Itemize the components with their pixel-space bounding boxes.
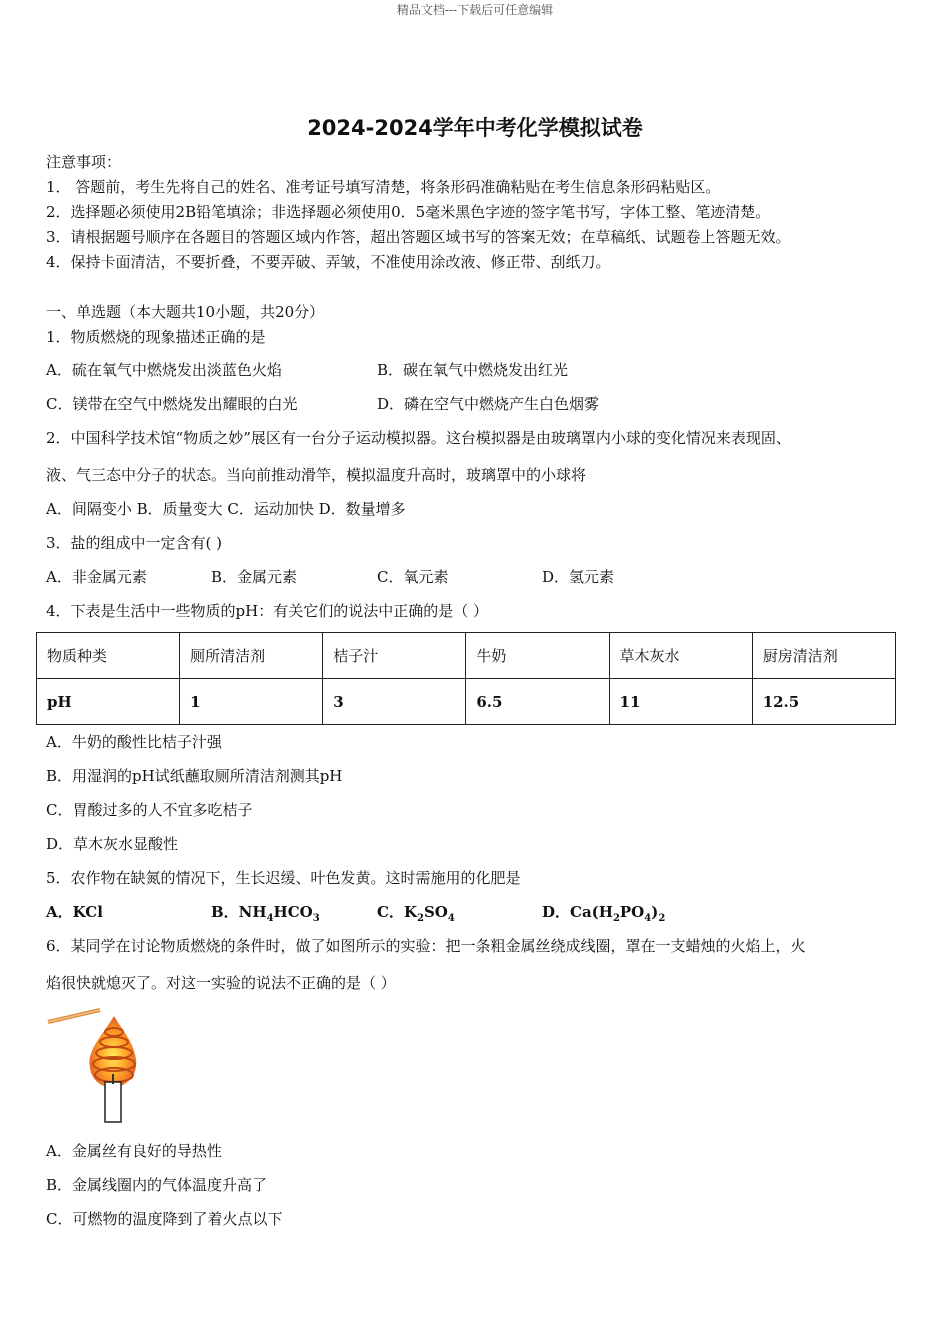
ph-table-cell: 11 [609,679,752,725]
notice-heading: 注意事项： [46,153,122,171]
ph-table-cell: 牛奶 [466,633,609,679]
q5-option-c: C．$K_2SO_4$ [377,903,455,924]
q2-stem-line2: 液、气三态中分子的状态。当向前推动滑竿，模拟温度升高时，玻璃罩中的小球将 [46,466,587,484]
q3-stem: 3．盐的组成中一定含有( ) [46,534,223,552]
q2-stem-line1: 2．中国科学技术馆“物质之妙”展区有一台分子运动模拟器。这台模拟器是由玻璃罩内小球的变化情况来表现固、 [46,429,791,447]
q1-stem: 1．物质燃烧的现象描述正确的是 [46,328,266,346]
q5-option-b: B．$NH_4HCO_3$ [211,903,320,924]
q6-option-b: B．金属线圈内的气体温度升高了 [46,1176,268,1194]
ph-table-cell: 3 [323,679,466,725]
q1-option-c: C．镁带在空气中燃烧发出耀眼的白光 [46,395,298,413]
q6-option-c: C．可燃物的温度降到了着火点以下 [46,1210,283,1228]
notice-item-3: 3．请根据题号顺序在各题目的答题区域内作答，超出答题区域书写的答案无效；在草稿纸、试题卷上答题无效。 [46,228,791,246]
ph-table-cell: pH [37,679,180,725]
section-heading: 一、单选题（本大题共10小题，共20分） [46,303,325,321]
ph-table-value-row [37,679,896,725]
page-header: 精品文档---下载后可任意编辑 [396,3,554,17]
q4-option-d: D．草木灰水显酸性 [46,835,179,853]
ph-table-cell: 12.5 [752,679,895,725]
q6-stem-line2: 焰很快就熄灭了。对这一实验的说法不正确的是（ ） [46,974,396,992]
q6-stem-line1: 6．某同学在讨论物质燃烧的条件时，做了如图所示的实验：把一条粗金属丝绕成线圈，罩在一支蜡烛的火焰上，火 [46,937,806,955]
ph-table-cell: 草木灰水 [609,633,752,679]
notice-item-2: 2．选择题必须使用2B铅笔填涂；非选择题必须使用0．5毫米黑色字迹的签字笔书写，字体工整、笔迹清楚。 [46,203,771,221]
ph-table [36,632,896,725]
q4-stem: 4．下表是生活中一些物质的pH：有关它们的说法中正确的是（ ） [46,602,488,620]
ph-table-header-row [37,633,896,679]
q5-option-a: A．KCl [46,903,103,921]
notice-item-4: 4．保持卡面清洁，不要折叠，不要弄破、弄皱，不准使用涂改液、修正带、刮纸刀。 [46,253,611,271]
q3-option-d: D．氢元素 [542,568,615,586]
q4-option-a: A．牛奶的酸性比桔子汁强 [46,733,222,751]
ph-table-cell: 厕所清洁剂 [180,633,323,679]
q3-option-b: B．金属元素 [211,568,298,586]
q1-option-d: D．磷在空气中燃烧产生白色烟雾 [377,395,600,413]
q3-option-c: C．氧元素 [377,568,449,586]
q1-option-a: A．硫在氧气中燃烧发出淡蓝色火焰 [46,361,282,379]
q4-option-c: C．胃酸过多的人不宜多吃桔子 [46,801,253,819]
page-title: 2024-2024学年中考化学模拟试卷 [307,116,643,140]
q3-option-a: A．非金属元素 [46,568,147,586]
q5-option-d: D．$Ca(H_2PO_4)_2$ [542,903,666,924]
candle-coil-illustration [44,1006,154,1126]
ph-table-cell: 6.5 [466,679,609,725]
notice-item-1: 1． 答题前，考生先将自己的姓名、准考证号填写清楚，将条形码准确粘贴在考生信息条形码粘贴区。 [46,178,721,196]
ph-table-cell: 桔子汁 [323,633,466,679]
q6-option-a: A．金属丝有良好的导热性 [46,1142,222,1160]
ph-table-cell: 物质种类 [37,633,180,679]
ph-table-cell: 1 [180,679,323,725]
ph-table-cell: 厨房清洁剂 [752,633,895,679]
q5-stem: 5．农作物在缺氮的情况下，生长迟缓、叶色发黄。这时需施用的化肥是 [46,869,521,887]
q4-option-b: B．用湿润的pH试纸蘸取厕所清洁剂测其pH [46,767,343,785]
q1-option-b: B．碳在氧气中燃烧发出红光 [377,361,569,379]
q2-options: A．间隔变小 B．质量变大 C．运动加快 D．数量增多 [46,500,406,518]
